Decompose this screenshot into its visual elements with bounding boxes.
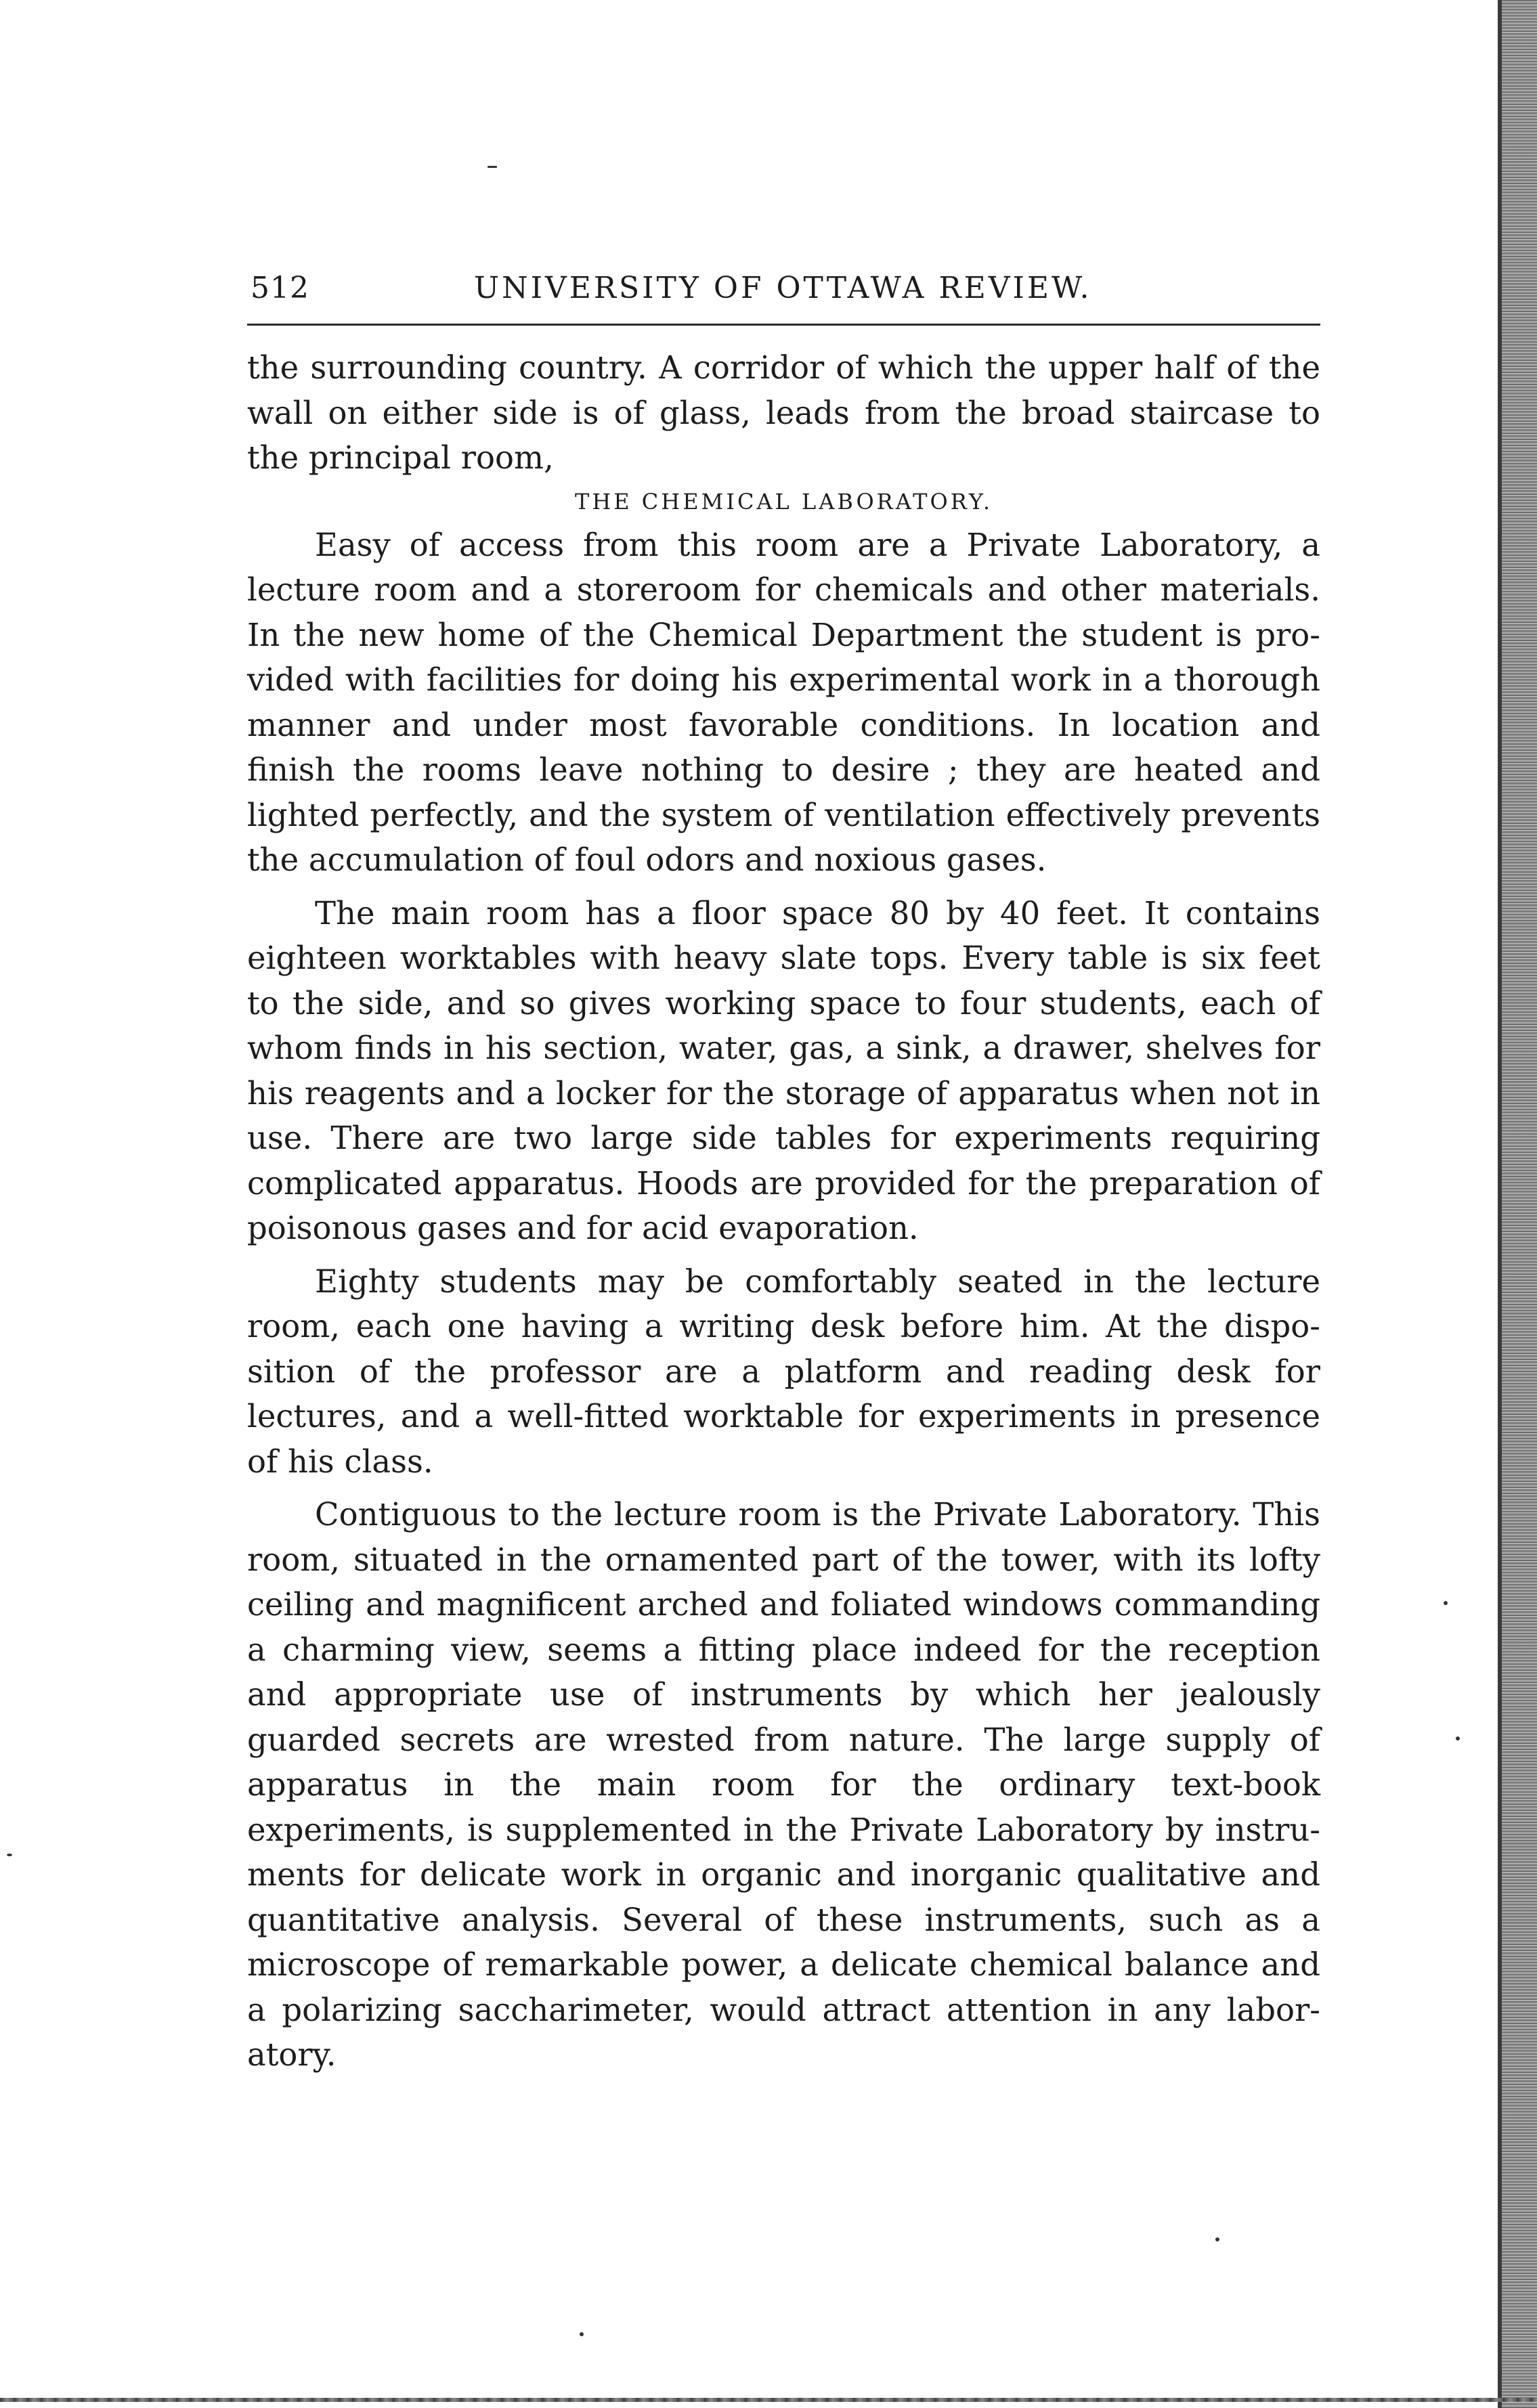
scan-speck <box>488 166 497 168</box>
paragraph-4: Eighty students may be comfortably seated in the lecture room, each one having a writing desk before him. At the disposition of the professor are a platform and reading desk for lectures, and a well-fitted worktable for experiments in presence of his class. <box>247 1263 1320 1480</box>
scan-speck <box>580 2332 584 2336</box>
binding-edge <box>1502 0 1537 2408</box>
running-head: UNIVERSITY OF OTTAWA REVIEW. <box>474 271 1092 305</box>
paragraph-1: the surrounding country. A corridor of which the upper half of the wall on either side is of glass, leads from the broad staircase to the principal room, <box>247 349 1320 476</box>
paragraph-2: Easy of access from this room are a Private Laboratory, a lecture room and a storeroom for chemicals and other materials. In the new home of the Chemical Department the student is provided with facilities for doing his experimental work in a thorough manner and under most favorable conditions. In location and finish the rooms leave nothing to desire ; they are heated and lighted perfectly, and the system of ventilation effectively prevents the accumulation of foul odors and noxious gases. <box>247 526 1320 878</box>
paragraph-5: Contiguous to the lecture room is the Private Laboratory. This room, situated in the ornamented part of the tower, with its lofty ceiling and magnificent arched and foliated windows commanding a charming view, seems a fitting place indeed for the reception and appropriate use of instruments by which her jealously guarded secrets are wrested from nature. The large supply of apparatus in the main room for the ordinary text-book experiments, is supplemented in the Private Laboratory by instruments for delicate work in organic and inorganic qualitative and quantitative analysis. Several of these instruments, such as a microscope of remarkable power, a delicate chemical balance and a polarizing saccharimeter, would attract attention in any laboratory. <box>247 1496 1320 2073</box>
article-body <box>247 345 1320 2078</box>
scan-speck <box>1215 2237 1219 2241</box>
bottom-page-edge <box>0 2398 1537 2402</box>
scan-speck <box>7 1854 12 1856</box>
section-heading: THE CHEMICAL LABORATORY. <box>575 488 993 515</box>
scan-speck <box>1456 1736 1460 1741</box>
header-rule <box>247 324 1320 326</box>
scan-speck <box>1444 1601 1448 1605</box>
paragraph-3: The main room has a floor space 80 by 40 feet. It contains eighteen worktables with heavy slate tops. Every table is six feet to the side, and so gives working space to four students, each of whom finds in his section, water, gas, a sink, a drawer, shelves for his reagents and a locker for the storage of apparatus when not in use. There are two large side tables for experiments requiring complicated apparatus. Hoods are provided for the preparation of poisonous gases and for acid evaporation. <box>247 894 1320 1246</box>
page-number: 512 <box>251 271 309 305</box>
page-header <box>251 271 1320 318</box>
